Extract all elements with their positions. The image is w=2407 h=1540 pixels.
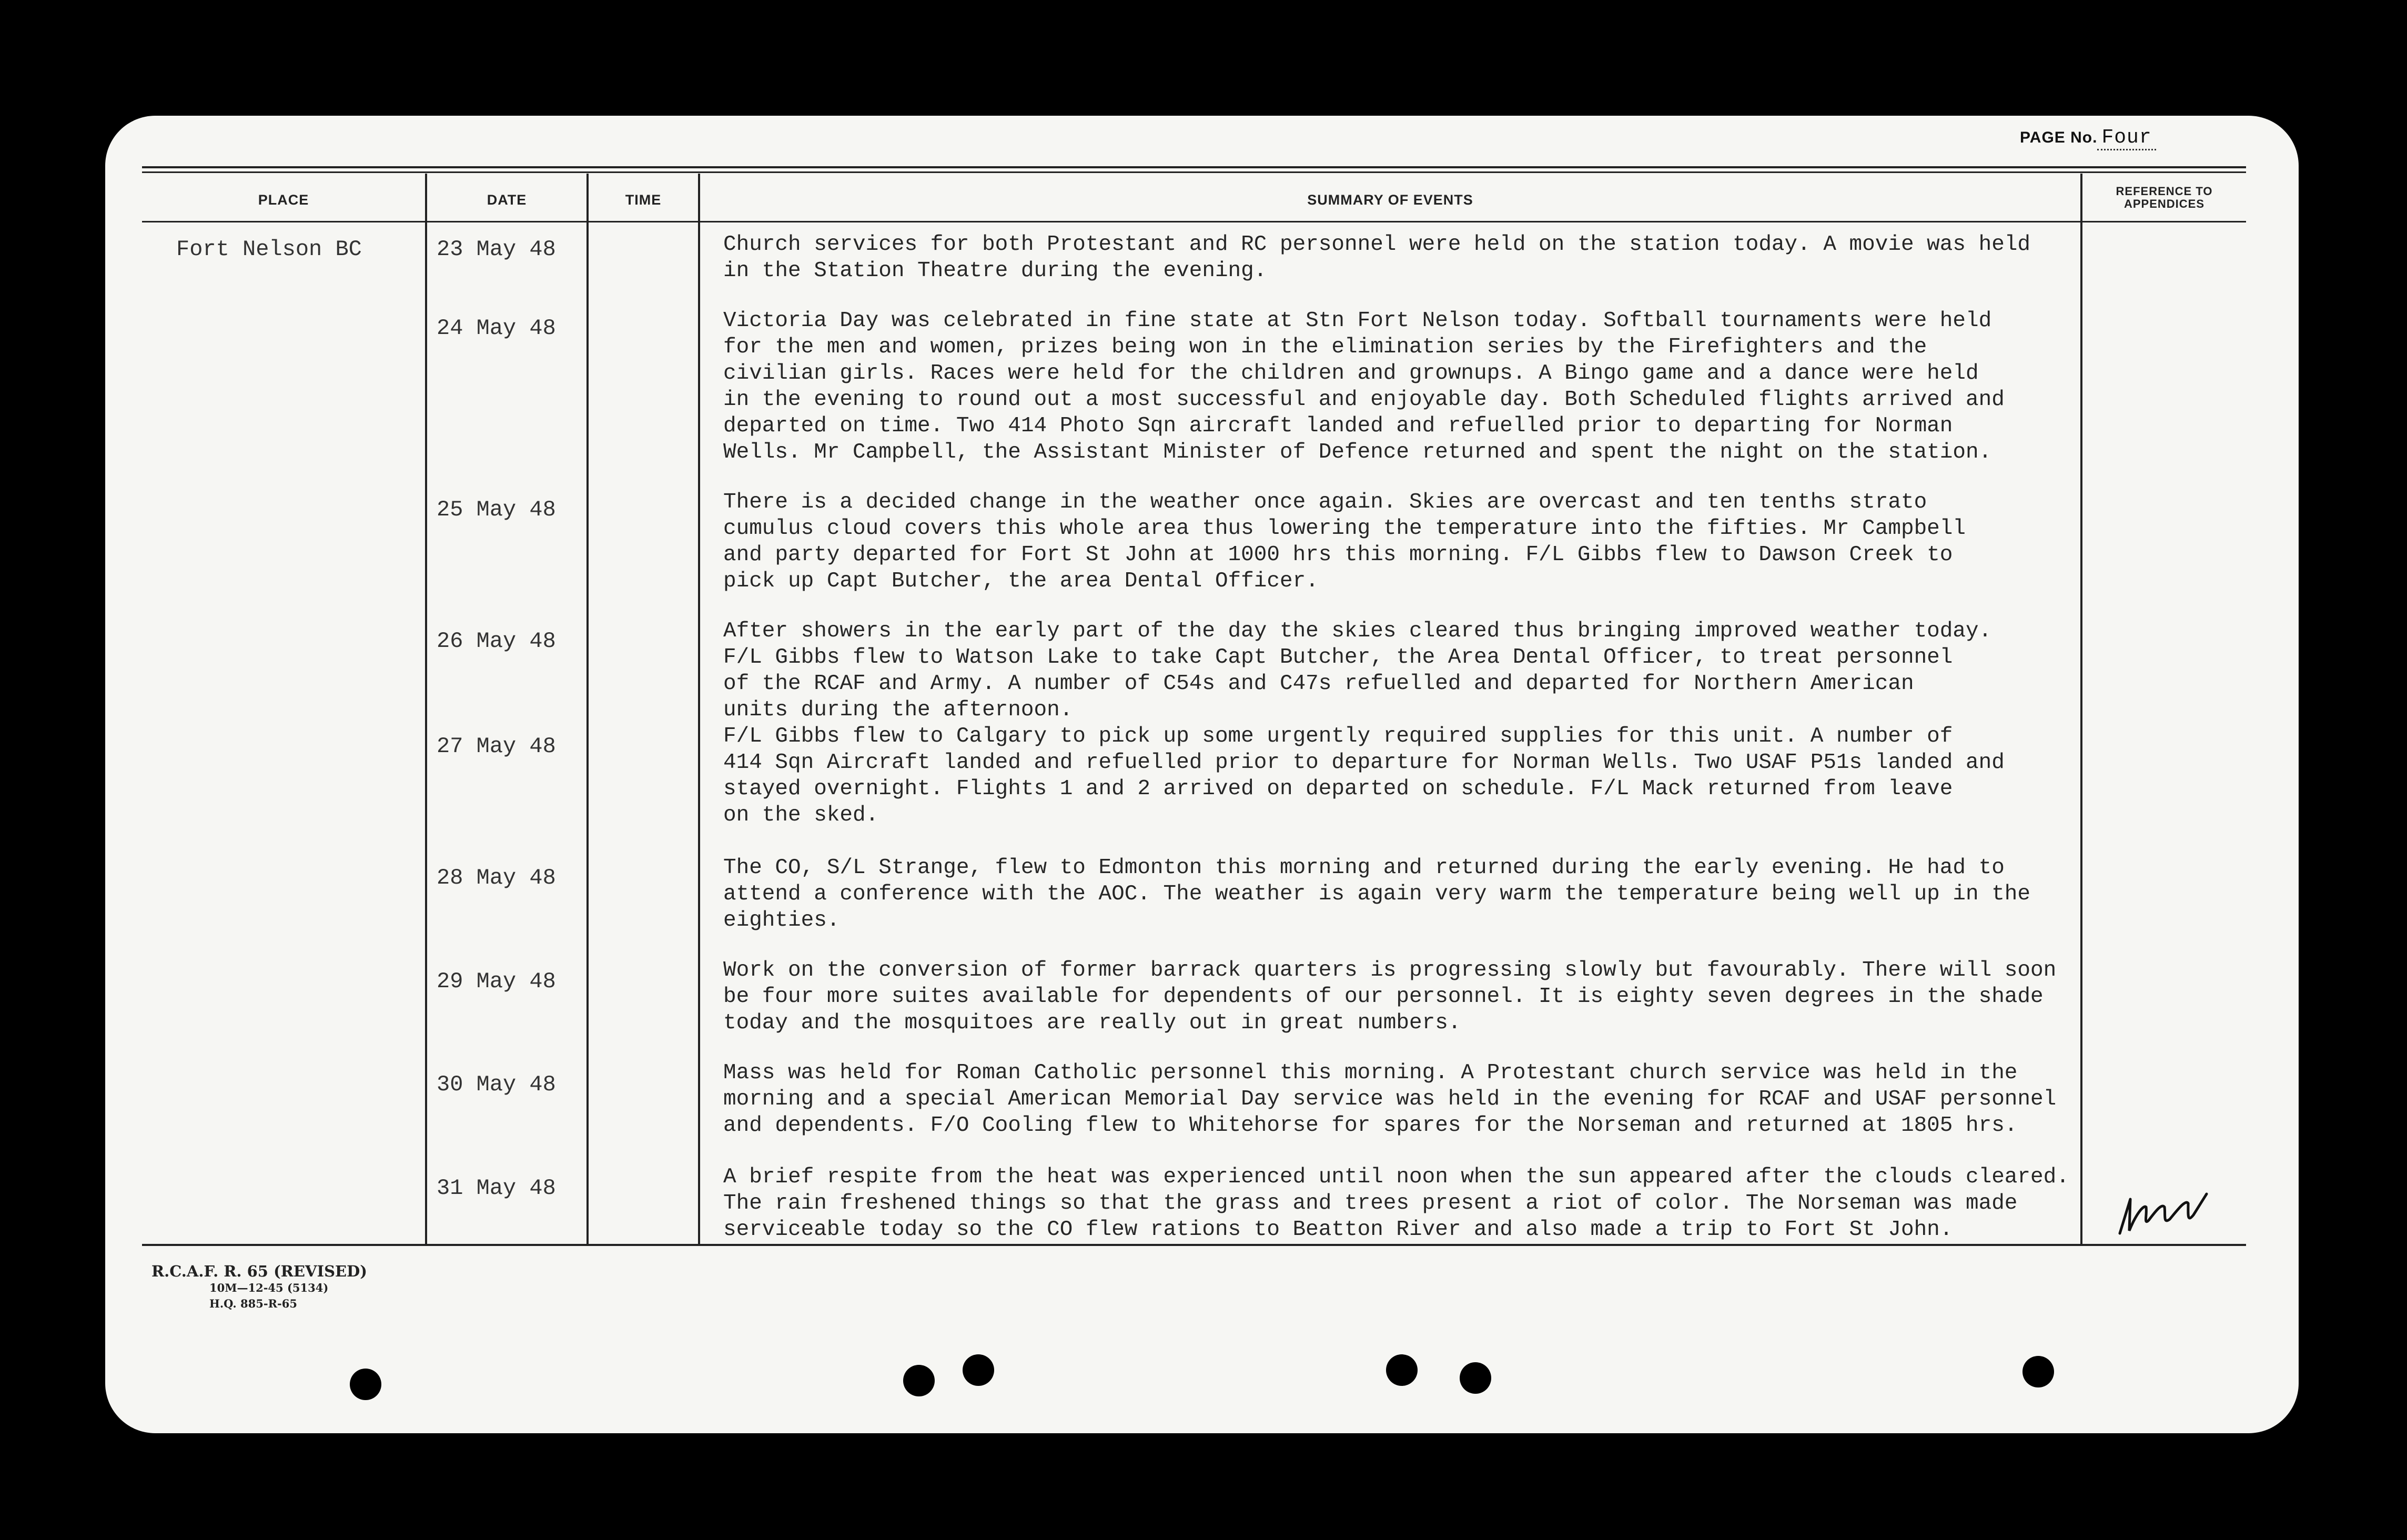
initials-signature	[2115, 1183, 2220, 1241]
page-number-value: Four	[2097, 126, 2156, 150]
event-summary: Victoria Day was celebrated in fine state at Stn Fort Nelson today. Softball tournaments were held for the men and women, prizes being won in the elimination series by the Firefighters and the civilian girls. Races were held for the children and grownups. A Bingo game and a dance were held in the evening to round out a most successful and enjoyable day. Both Scheduled flights arrived and departed on time. Two 414 Photo Sqn aircraft landed and refuelled prior to departing for Norman Wells. Mr Campbell, the Assistant Minister of Defence returned and spent the night on the station.	[723, 309, 2005, 464]
form-id-line3: H.Q. 885-R-65	[209, 1297, 297, 1310]
date-cell: 31 May 48	[437, 1176, 556, 1201]
event-summary: The CO, S/L Strange, flew to Edmonton this morning and returned during the early evening. He had to attend a conference with the AOC. The weather is again very warm the temperature being well up in the eighties.	[723, 856, 2031, 933]
header-reference-line1: REFERENCE TO	[2116, 185, 2213, 198]
event-summary: F/L Gibbs flew to Calgary to pick up some urgently required supplies for this unit. A number of 414 Sqn Aircraft landed and refuelled prior to departure for Norman Wells. Two USAF P51s landed and stayed overnight. Flights 1 and 2 arrived on departed on schedule. F/L Mack returned from leave on the sked.	[723, 724, 2005, 827]
col-rule-date	[586, 174, 589, 1245]
binder-hole	[2022, 1356, 2054, 1387]
header-time: TIME	[625, 192, 662, 208]
form-identifier	[151, 1262, 367, 1312]
top-double-rule-2	[142, 171, 2246, 173]
header-reference-line2: APPENDICES	[2123, 197, 2205, 210]
header-place: PLACE	[258, 192, 309, 208]
bottom-rule	[142, 1244, 2246, 1246]
diary-page	[105, 116, 2299, 1433]
event-summary: Church services for both Protestant and RC personnel were held on the station today. A movie was held in the Station Theatre during the evening.	[723, 232, 2031, 283]
date-cell: 27 May 48	[437, 734, 556, 759]
page-number-label: PAGE No.	[2020, 129, 2098, 146]
event-summary: There is a decided change in the weather once again. Skies are overcast and ten tenths strato cumulus cloud covers this whole area thus lowering the temperature into the fifties. Mr Campbell and party departed for Fort St John at 1000 hrs this morning. F/L Gibbs flew to Dawson Creek to pick up Capt Butcher, the area Dental Officer.	[723, 490, 1966, 593]
event-summary: After showers in the early part of the day the skies cleared thus bringing improved weather today. F/L Gibbs flew to Watson Lake to take Capt Butcher, the Area Dental Officer, to treat personnel of the RCAF and Army. A number of C54s and C47s refuelled and departed for Northern American units during the afternoon.	[723, 619, 1992, 722]
date-cell: 23 May 48	[437, 237, 556, 262]
binder-hole	[903, 1365, 935, 1396]
form-id-line2: 10M—12-45 (5134)	[209, 1281, 329, 1294]
binder-hole	[1460, 1362, 1491, 1394]
binder-hole	[1386, 1354, 1418, 1386]
header-date: DATE	[487, 192, 527, 208]
header-summary: SUMMARY OF EVENTS	[1307, 192, 1473, 208]
place-cell: Fort Nelson BC	[176, 237, 362, 262]
date-cell: 26 May 48	[437, 629, 556, 654]
date-cell: 28 May 48	[437, 865, 556, 890]
event-summary: Work on the conversion of former barrack quarters is progressing slowly but favourably. There will soon be four more suites available for dependents of our personnel. It is eighty seven degrees in the shade today and the mosquitoes are really out in great numbers.	[723, 958, 2057, 1035]
col-rule-place	[425, 174, 427, 1245]
page-number	[2020, 126, 2156, 149]
header-rule	[142, 221, 2246, 222]
header-reference	[2082, 185, 2246, 210]
date-cell: 24 May 48	[437, 316, 556, 341]
top-double-rule-1	[142, 166, 2246, 168]
form-id-line1: R.C.A.F. R. 65 (REVISED)	[151, 1262, 367, 1280]
binder-hole	[963, 1354, 994, 1386]
date-cell: 29 May 48	[437, 969, 556, 994]
binder-hole	[350, 1369, 381, 1400]
event-summary: Mass was held for Roman Catholic personnel this morning. A Protestant church service was held in the morning and a special American Memorial Day service was held in the evening for RCAF and USAF personnel and dependents. F/O Cooling flew to Whitehorse for spares for the Norseman and returned at 1805 hrs.	[723, 1061, 2057, 1138]
event-summary: A brief respite from the heat was experienced until noon when the sun appeared after the clouds cleared. The rain freshened things so that the grass and trees present a riot of color. The Norseman was made serviceable today so the CO flew rations to Beatton River and also made a trip to Fort St John.	[723, 1165, 2069, 1242]
date-cell: 30 May 48	[437, 1072, 556, 1097]
col-rule-time	[698, 174, 700, 1245]
date-cell: 25 May 48	[437, 497, 556, 522]
